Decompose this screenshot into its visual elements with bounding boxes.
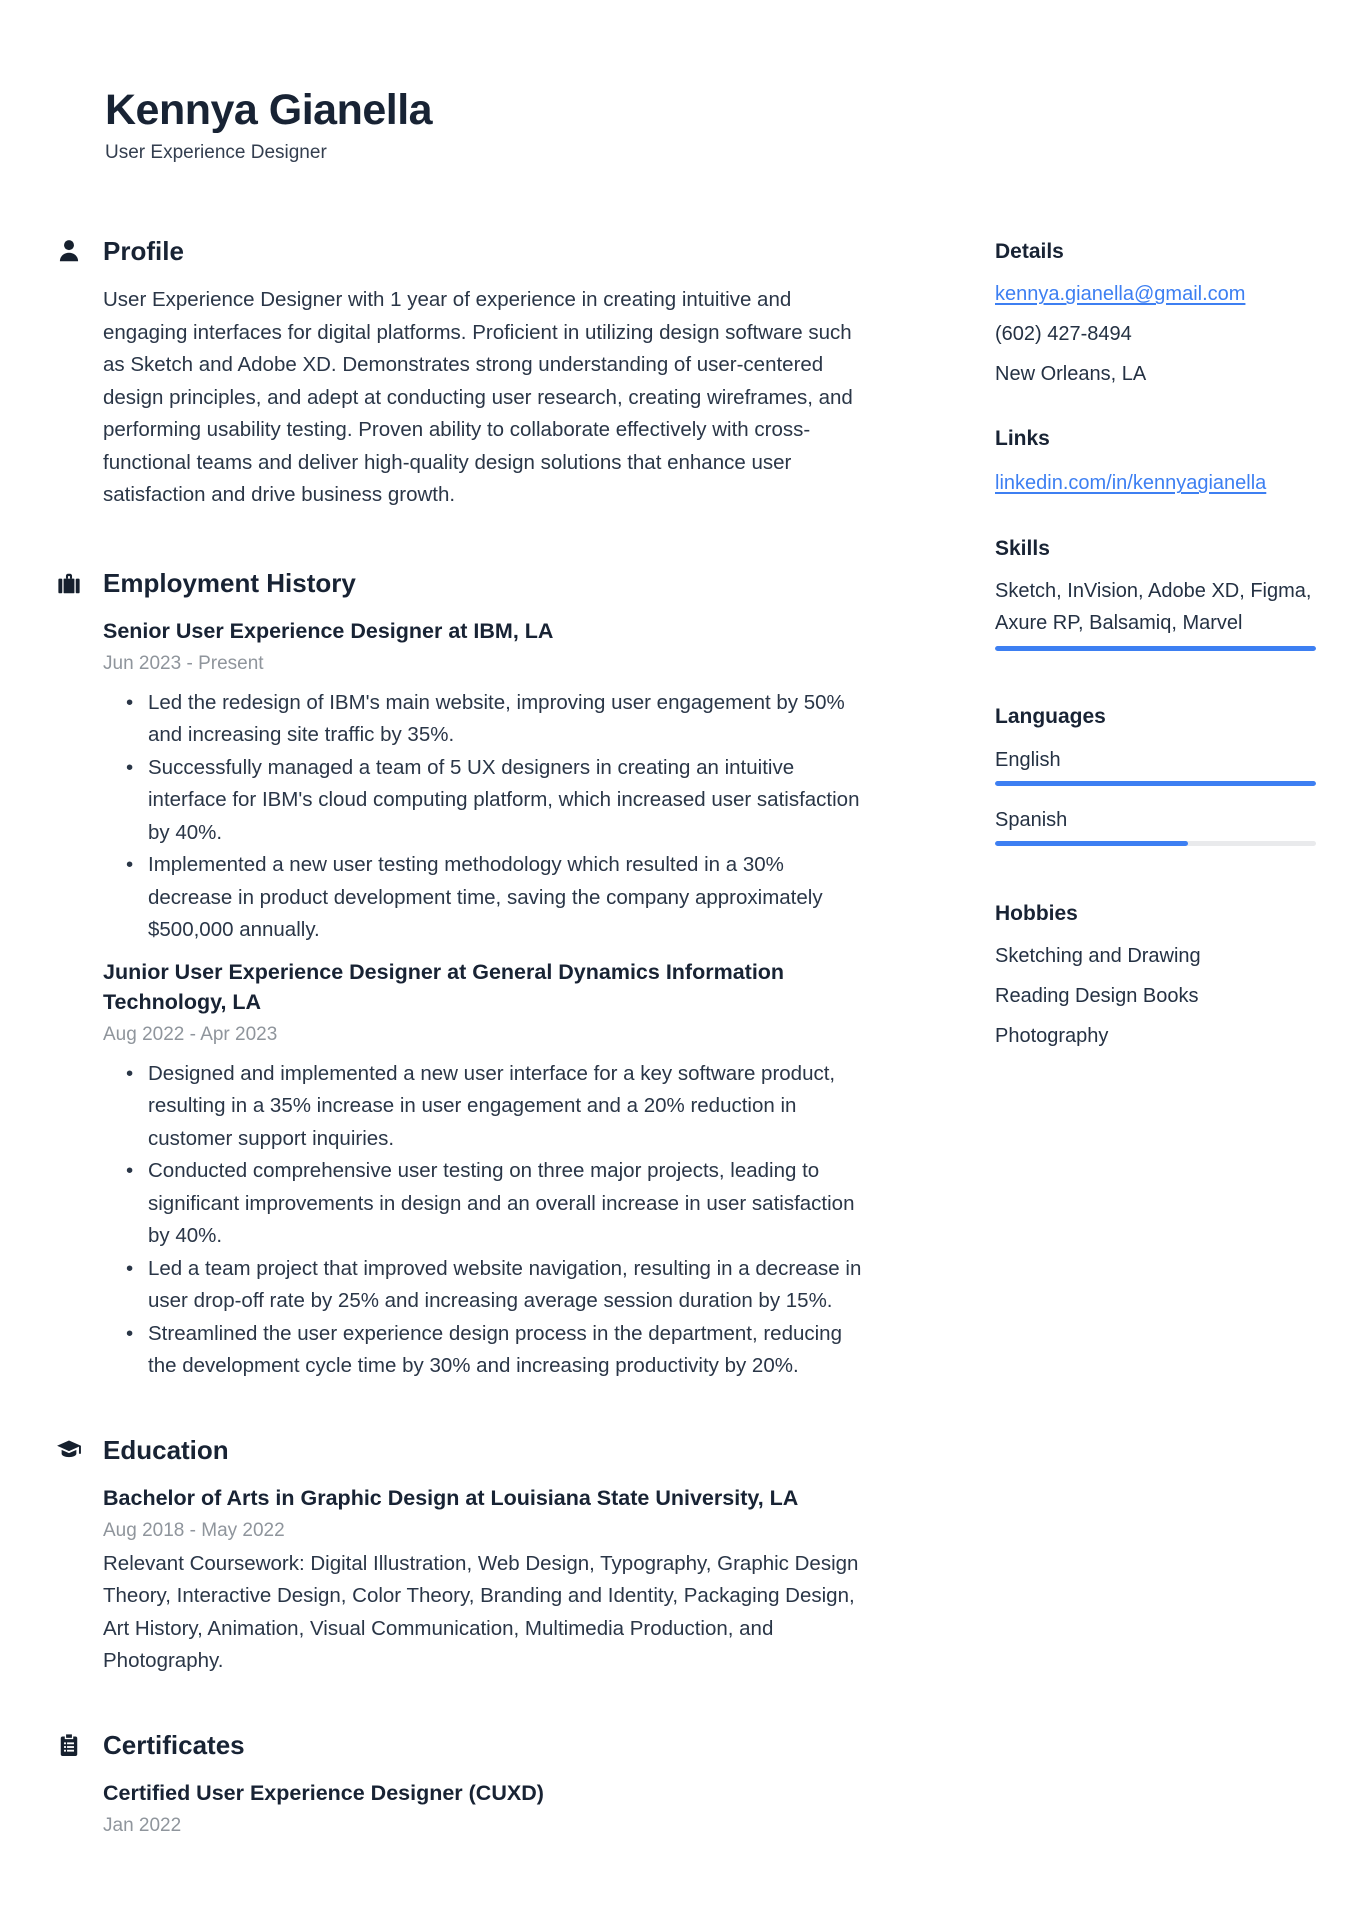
certificates-body	[56, 1778, 921, 1839]
profile-heading: Profile	[103, 236, 184, 267]
languages-heading: Languages	[995, 705, 1106, 729]
certificate-title: Certified User Experience Designer (CUXD)	[103, 1780, 544, 1805]
certificates-section	[56, 1728, 921, 1839]
language-name: English	[995, 749, 1061, 772]
job-bullet: • Streamlined the user experience design process in the department, reducing the development cycle time by 30% and increasing productivity by 20%.	[126, 1318, 866, 1383]
phone-row: (602) 427-8494	[995, 323, 1132, 346]
certificates-heading: Certificates	[103, 1729, 245, 1760]
education-entry	[103, 1483, 921, 1678]
skills-list-text: Sketch, InVision, Adobe XD, Figma, Axure RP, Balsamiq, Marvel	[995, 580, 1312, 635]
clipboard-icon	[56, 1732, 82, 1758]
hobby-item: Sketching and Drawing	[995, 945, 1201, 968]
links-heading: Links	[995, 427, 1050, 451]
main-column	[56, 164, 921, 1839]
skill-level-bar	[995, 646, 1316, 651]
employment-heading: Employment History	[103, 567, 356, 598]
degree-title: Bachelor of Arts in Graphic Design at Louisiana State University, LA	[103, 1485, 799, 1510]
job-bullet: • Successfully managed a team of 5 UX designers in creating an intuitive interface for IBM's cloud computing platform, which increased user satisfaction by 40%.	[126, 752, 866, 850]
languages-group	[995, 703, 1317, 846]
language-level-bar-fill	[995, 781, 1316, 786]
job-bullet: • Led a team project that improved website navigation, resulting in a decrease in user drop-off rate by 25% and increasing average session duration by 15%.	[126, 1253, 866, 1318]
language-name: Spanish	[995, 809, 1068, 832]
email-row	[995, 281, 1317, 308]
candidate-name: Kennya Gianella	[105, 86, 433, 134]
profile-text: User Experience Designer with 1 year of experience in creating intuitive and engaging interfaces for digital platforms. Proficient in utilizing design software such as Sketch and Adobe XD. Demonstrates strong understanding of user-centered design principles, and adept at conducting user research, creating wireframes, and performing usability testing. Proven ability to collaborate effectively with cross-functional teams and deliver high-quality design solutions that enhance user satisfaction and drive business growth.	[103, 288, 853, 507]
hobbies-heading: Hobbies	[995, 902, 1078, 926]
job-bullet: • Led the redesign of IBM's main website, improving user engagement by 50% and increasing site traffic by 35%.	[126, 687, 866, 752]
employment-section-header	[56, 566, 921, 600]
links-group	[995, 425, 1317, 497]
job-title: Junior User Experience Designer at General Dynamics Information Technology, LA	[103, 959, 785, 1014]
job-title: Senior User Experience Designer at IBM, LA	[103, 618, 554, 643]
certificates-section-header	[56, 1728, 921, 1762]
job-bullet-list	[126, 1058, 866, 1383]
profile-section	[56, 234, 921, 512]
link-row	[995, 470, 1317, 497]
language-item	[995, 807, 1317, 846]
profile-section-header	[56, 234, 921, 268]
job-dates: Aug 2022 - Apr 2023	[103, 1023, 278, 1045]
candidate-title: User Experience Designer	[105, 142, 327, 164]
education-body	[56, 1483, 921, 1678]
job-bullet: • Designed and implemented a new user interface for a key software product, resulting in a 35% increase in user engagement and a 20% reduction in customer support inquiries.	[126, 1058, 866, 1156]
employment-body	[56, 616, 921, 1383]
profile-body	[56, 284, 921, 512]
content-columns	[0, 164, 1366, 1839]
hobby-item: Photography	[995, 1025, 1109, 1048]
education-description: Relevant Coursework: Digital Illustration, Web Design, Typography, Graphic Design Theory, Interactive Design, Color Theory, Branding and Identity, Packaging Design, Art History, Animation, Visual Communication, Multimedia Production, and Photography.	[103, 1551, 859, 1673]
language-level-bar-fill	[995, 841, 1188, 846]
email-link[interactable]: kennya.gianella@gmail.com	[995, 283, 1246, 306]
education-heading: Education	[103, 1434, 229, 1465]
linkedin-link[interactable]: linkedin.com/in/kennyagianella	[995, 472, 1267, 495]
job-entry	[103, 957, 921, 1383]
details-heading: Details	[995, 240, 1064, 264]
skill-level-bar-fill	[995, 646, 1316, 651]
person-icon	[56, 238, 82, 264]
hobbies-group	[995, 900, 1317, 1050]
location-row: New Orleans, LA	[995, 363, 1147, 386]
employment-section	[56, 566, 921, 1383]
job-bullet-list	[126, 687, 866, 947]
briefcase-icon	[56, 570, 82, 596]
education-dates: Aug 2018 - May 2022	[103, 1519, 285, 1541]
details-group	[995, 238, 1317, 388]
certificate-dates: Jan 2022	[103, 1814, 182, 1836]
job-dates: Jun 2023 - Present	[103, 652, 264, 674]
job-bullet: • Implemented a new user testing methodology which resulted in a 30% decrease in product development time, saving the company approximately $500,000 annually.	[126, 849, 866, 947]
hobby-item: Reading Design Books	[995, 985, 1199, 1008]
skills-group	[995, 535, 1317, 651]
resume-header	[0, 0, 1366, 164]
job-entry	[103, 616, 921, 947]
education-section	[56, 1433, 921, 1678]
language-item	[995, 747, 1317, 786]
language-level-bar	[995, 841, 1316, 846]
skills-heading: Skills	[995, 537, 1050, 561]
language-level-bar	[995, 781, 1316, 786]
graduation-cap-icon	[56, 1437, 82, 1463]
education-section-header	[56, 1433, 921, 1467]
job-bullet: • Conducted comprehensive user testing on three major projects, leading to significant improvements in design and an overall increase in user satisfaction by 40%.	[126, 1155, 866, 1253]
certificate-entry	[103, 1778, 921, 1839]
sidebar	[995, 164, 1317, 1050]
